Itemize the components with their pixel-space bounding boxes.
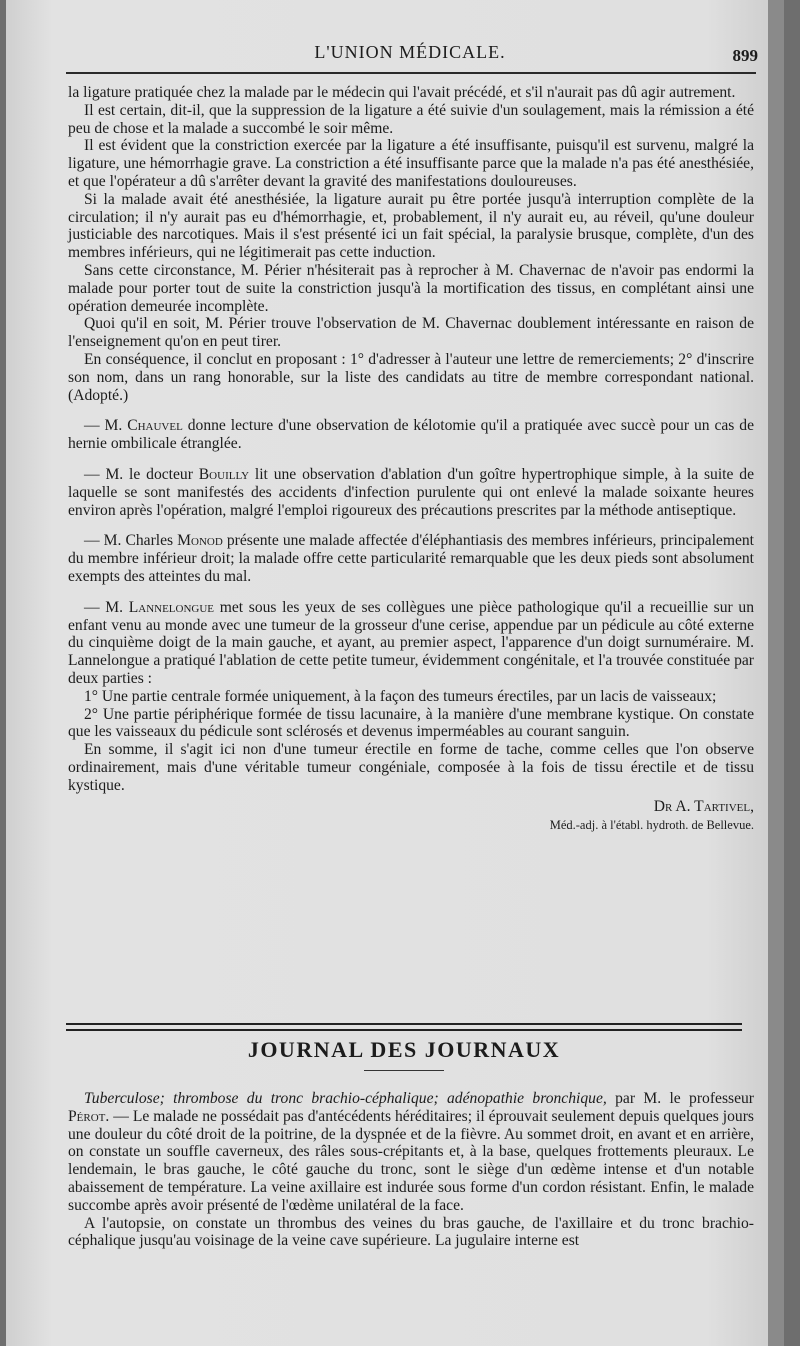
article-title: Tuberculose; thrombose du tronc brachio-céphalique; adénopathie bronchique, [84, 1090, 607, 1107]
signature-name: Dr A. Tartivel, [653, 798, 754, 816]
paragraph: la ligature pratiquée chez la malade par le médecin qui l'avait précédé, et s'il n'aurait pas dû agir autrement. [68, 84, 736, 101]
header-rule [66, 72, 756, 74]
paragraph: En conséquence, il conclut en proposant : 1° d'adresser à l'auteur une lettre de remerciements; 2° d'inscrire son nom, dans un rang honorable, sur la liste des candidats au titre de membre correspondant national. (Adopté.) [68, 350, 754, 404]
paragraph [68, 417, 754, 453]
paragraph: 2° Une partie périphérique formée de tissu lacunaire, à la manière d'une membrane kystique. On constate que les vaisseaux du pédicule sont sclérosés et devenus imperméables au courant sanguin. [68, 705, 754, 741]
byline: par M. le professeur [606, 1090, 754, 1107]
section-divider [66, 1023, 742, 1031]
running-title: L'UNION MÉDICALE. [314, 42, 506, 62]
page [6, 0, 784, 1346]
paragraph: 1° Une partie centrale formée uniquement, à la façon des tumeurs érectiles, par un lacis de vaisseaux; [84, 687, 717, 705]
paragraph [68, 599, 754, 688]
heading-underline [364, 1070, 444, 1071]
section-heading: JOURNAL DES JOURNAUX [247, 1037, 561, 1062]
paragraph [68, 532, 754, 585]
signature-affiliation: Méd.-adj. à l'établ. hydroth. de Bellevue. [549, 818, 754, 833]
page-number: 899 [732, 46, 758, 65]
author-name: Chauvel [127, 417, 183, 435]
paragraph-text: lit une observation d'ablation d'un goître hypertrophique simple, à la suite de laquelle se sont manifestés des accidents d'infection purulente qui ont enlevé la malade soixante heures environ après l'opération, malgré l'emploi rigoureux des précautions prescrites par la méthode antiseptique. [68, 465, 754, 519]
dash-prefix: — M. [84, 417, 128, 435]
paragraph: Il est certain, dit-il, que la suppression de la ligature a été suivie d'un soulagement, mais la rémission a été peu de chose et la malade a succombé le soir même. [68, 101, 754, 137]
paragraph-text: donne lecture d'une observation de kélotomie qu'il a pratiquée avec succè pour un cas de hernie ombilicale étranglée. [68, 417, 754, 453]
paragraph-text: présente une malade affectée d'éléphantiasis des membres inférieurs, principalement du membre inférieur droit; la malade offre cette particularité remarquable que les deux pieds sont absolument exempts des atteintes du mal. [68, 532, 755, 585]
paragraph-text: . — Le malade ne possédait pas d'antécédents héréditaires; il éprouvait seulement depuis quelques jours une douleur du côté droit de la poitrine, de la dyspnée et de la fièvre. Au sommet droit, en avant et en arrière, on constate un souffle caverneux, des râles sous-crépitants et, à la base, quelques frottements pleuraux. Le lendemain, le bras gauche, le côté gauche du tronc, sont le siège d'un œdème intense et d'un notable abaissement de température. La veine axillaire est indurée sous forme d'un cordon résistant. Enfin, le malade succombe après avoir présenté de l'œdème unilatéral de la face. [68, 1107, 754, 1214]
paragraph [68, 466, 754, 519]
author-name: Lannelongue [128, 598, 215, 616]
signature-affiliation-line [68, 816, 754, 835]
paragraph: Si la malade avait été anesthésiée, la ligature aurait pu être portée jusqu'à interruption complète de la circulation; il n'y aurait pas eu d'hémorrhagie, et, probablement, il n'y aurait eu, au réveil, qu'une douleur justiciable des narcotiques. Mais il s'est présenté ici un fait spécial, la paralysie brusque, complète, d'un des membres inférieurs, qui ne légitimerait pas cette induction. [68, 190, 754, 262]
paragraph: Quoi qu'il en soit, M. Périer trouve l'observation de M. Chavernac doublement intéressante en raison de l'enseignement qu'on en peut tirer. [68, 315, 754, 351]
dash-prefix: — M. [84, 598, 129, 616]
article-body [68, 84, 754, 835]
author-name: Bouilly [198, 465, 250, 483]
journal-body [68, 1090, 754, 1250]
author-name: Monod [177, 532, 223, 550]
author-name: Pérot [68, 1107, 106, 1125]
paragraph: Sans cette circonstance, M. Périer n'hésiterait pas à reprocher à M. Chavernac de n'avoir pas endormi la malade pour porter tout de suite la constriction jusqu'à la mortification des tissus, en complétant ainsi une opération demeurée incomplète. [68, 261, 754, 315]
paragraph: Il est évident que la constriction exercée par la ligature a été insuffisante, puisqu'il est survenu, malgré la ligature, une hémorrhagie grave. La constriction a été insuffisante parce que la malade n'a pas été anesthésiée, et que l'opérateur a dû s'arrêter devant la gravité des manifestations douloureuses. [68, 137, 754, 190]
signature [68, 798, 754, 816]
page-header [62, 38, 758, 68]
scan-edge [768, 0, 784, 1346]
paragraph [68, 1090, 754, 1215]
paragraph: A l'autopsie, on constate un thrombus des veines du bras gauche, de l'axillaire et du tronc brachio-céphalique jusqu'au voisinage de la veine cave supérieure. La jugulaire interne est [68, 1214, 754, 1250]
paragraph: En somme, il s'agit ici non d'une tumeur érectile en forme de tache, comme celles que l'on observe ordinairement, mais d'une véritable tumeur congéniale, composée à la fois de tissu érectile et de tissu kystique. [68, 741, 754, 794]
dash-prefix: — M. Charles [84, 532, 178, 550]
paragraph-text: met sous les yeux de ses collègues une pièce pathologique qu'il a recueillie sur un enfant venu au monde avec une tumeur de la grosseur d'une cerise, appendue par un pédicule au côté externe du cinquième doigt de la main gauche, et ayant, au premier aspect, l'apparence d'un doigt surnuméraire. M. Lannelongue a pratiqué l'ablation de cette petite tumeur, évidemment congénitale, et l'a trouvée constituée par deux parties : [68, 598, 754, 687]
dash-prefix: — M. le docteur [84, 465, 199, 483]
